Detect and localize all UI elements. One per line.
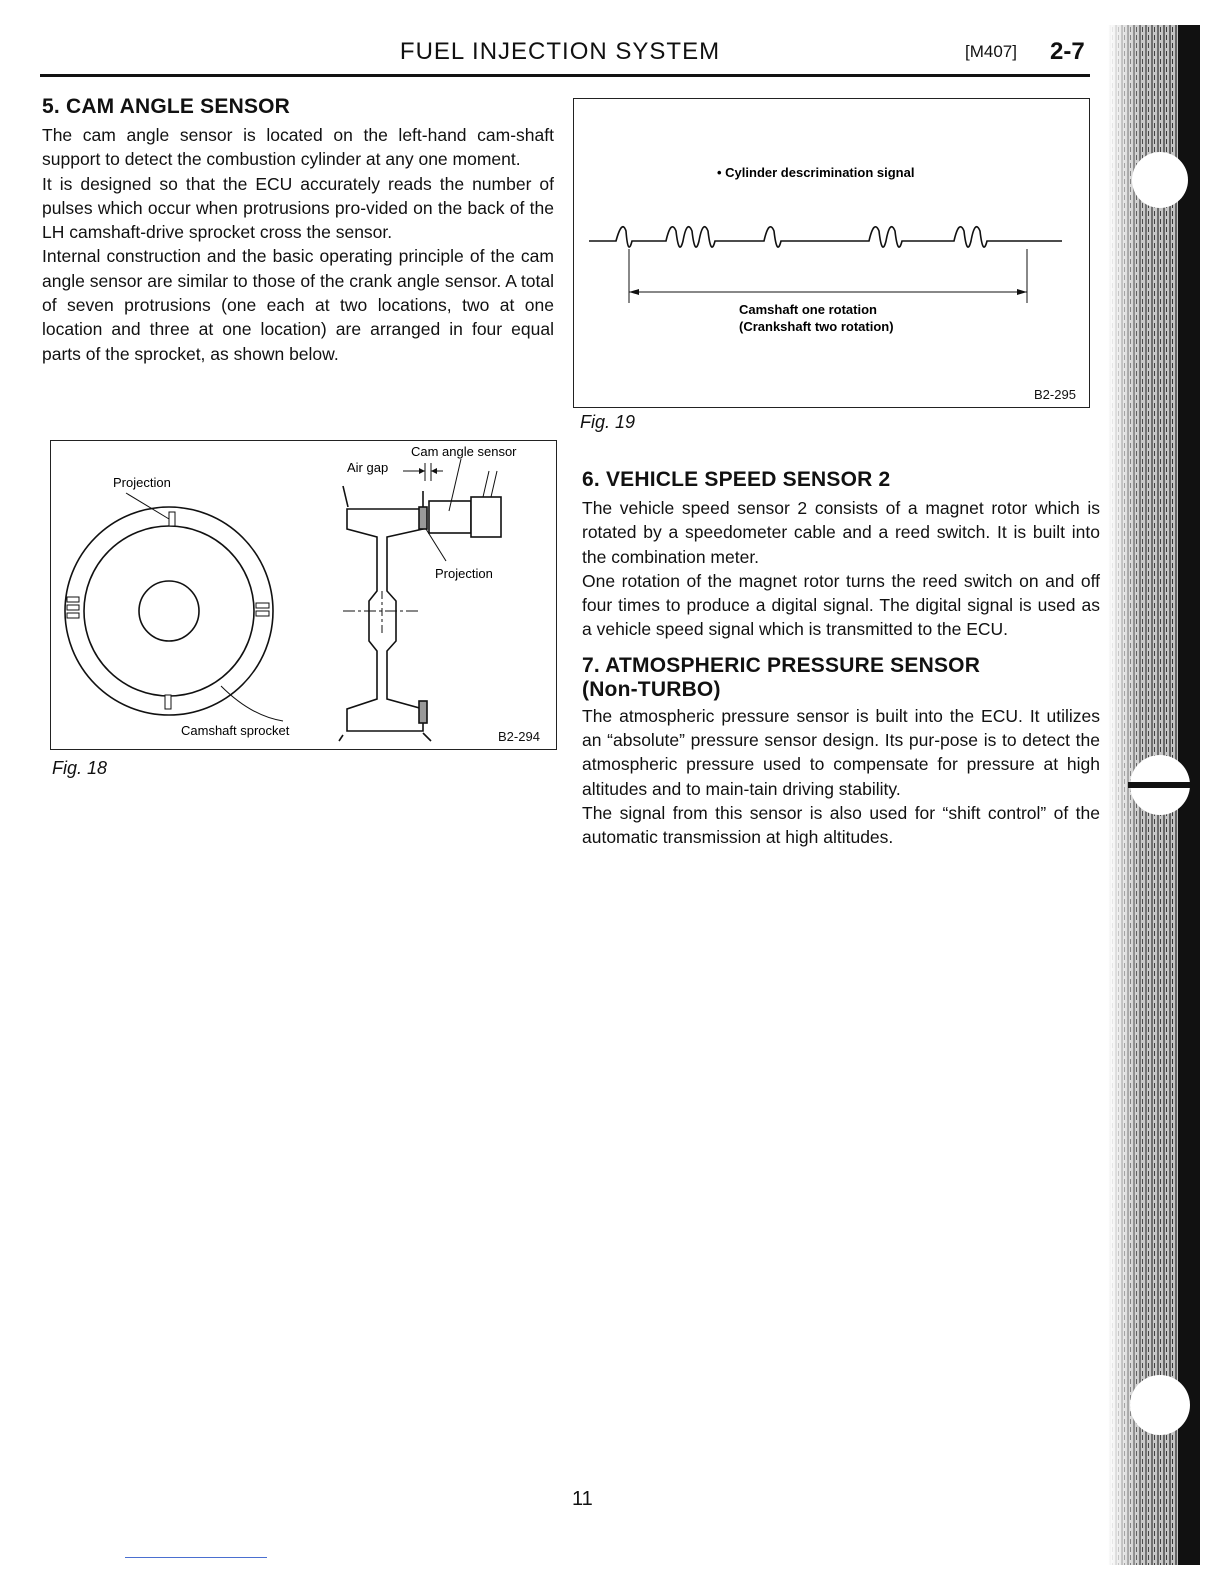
page-number: 11 — [572, 1488, 593, 1510]
figure-caption: Fig. 19 — [580, 412, 636, 432]
section-heading-sub: (Non-TURBO) — [582, 677, 721, 701]
section-page-number: 2-7 — [1050, 38, 1085, 65]
paragraph: Internal construction and the basic operating principle of the cam angle sensor are similar to those of the crank angle sensor. A total of seven protrusions (one each at two locations, two at one location and three at one location) are arranged in four equal parts of the sprocket, as shown below. — [42, 246, 554, 364]
manual-code: [M407] — [965, 42, 1017, 61]
camshaft-side-view — [339, 486, 431, 741]
section-heading: 5. CAM ANGLE SENSOR — [42, 95, 291, 118]
figure-code: B2-294 — [498, 729, 540, 744]
figure-19-box — [573, 98, 1090, 408]
sprocket-hub — [139, 581, 199, 641]
label-cam-angle-sensor: Cam angle sensor — [411, 444, 517, 459]
cylinder-signal-diagram — [574, 99, 1089, 407]
rotation-label-line2: (Crankshaft two rotation) — [739, 319, 894, 334]
sprocket-outer-ring — [65, 507, 273, 715]
section-cam-angle-sensor — [42, 95, 554, 366]
signal-label: • Cylinder descrimination signal — [717, 165, 915, 180]
cam-sensor-diagram — [51, 441, 556, 749]
binder-edge — [1108, 25, 1200, 1565]
punch-hole — [1132, 152, 1188, 208]
label-projection-left: Projection — [113, 475, 171, 490]
section-heading: 6. VEHICLE SPEED SENSOR 2 — [582, 468, 891, 491]
header-rule — [40, 74, 1090, 77]
paragraph: It is designed so that the ECU accurately reads the number of pulses which occur when protrusions pro-vided on the back of the LH camshaft-drive sprocket cross the sensor. — [42, 173, 554, 243]
paragraph: One rotation of the magnet rotor turns the reed switch on and off four times to produce a digital signal. The digital signal is used as a vehicle speed signal which is transmitted to the ECU. — [582, 570, 1100, 640]
protrusions — [67, 512, 269, 709]
label-camshaft-sprocket: Camshaft sprocket — [181, 723, 290, 738]
section-vehicle-speed-sensor — [582, 468, 1100, 850]
label-air-gap: Air gap — [347, 460, 389, 475]
signal-waveform — [589, 227, 1062, 247]
paragraph: The vehicle speed sensor 2 consists of a magnet rotor which is rotated by a speedometer cable and a reed switch. It is built into the combination meter. — [582, 498, 1100, 567]
figure-code: B2-295 — [1034, 387, 1076, 402]
paragraph: The signal from this sensor is also used for “shift control” of the automatic transmission at high altitudes. — [582, 802, 1100, 848]
bottom-rule — [125, 1557, 267, 1558]
paragraph: The cam angle sensor is located on the left-hand cam-shaft support to detect the combustion cylinder at any one moment. — [42, 125, 554, 170]
figure-caption: Fig. 18 — [52, 758, 108, 778]
section-heading: 7. ATMOSPHERIC PRESSURE SENSOR — [582, 653, 981, 677]
label-projection-right: Projection — [435, 566, 493, 581]
paragraph: The atmospheric pressure sensor is built into the ECU. It utilizes an “absolute” pressure sensor design. Its pur-pose is to detect the atmospheric pressure used to compensate for pressure at high altitudes and to main-tain driving stability. — [582, 705, 1100, 799]
figure-18-box — [50, 440, 557, 750]
punch-hole — [1130, 1375, 1190, 1435]
page-header-title: FUEL INJECTION SYSTEM — [399, 38, 721, 65]
cam-angle-sensor-body — [419, 497, 501, 723]
sprocket-inner-ring — [84, 526, 254, 696]
rotation-label-line1: Camshaft one rotation — [739, 302, 877, 317]
